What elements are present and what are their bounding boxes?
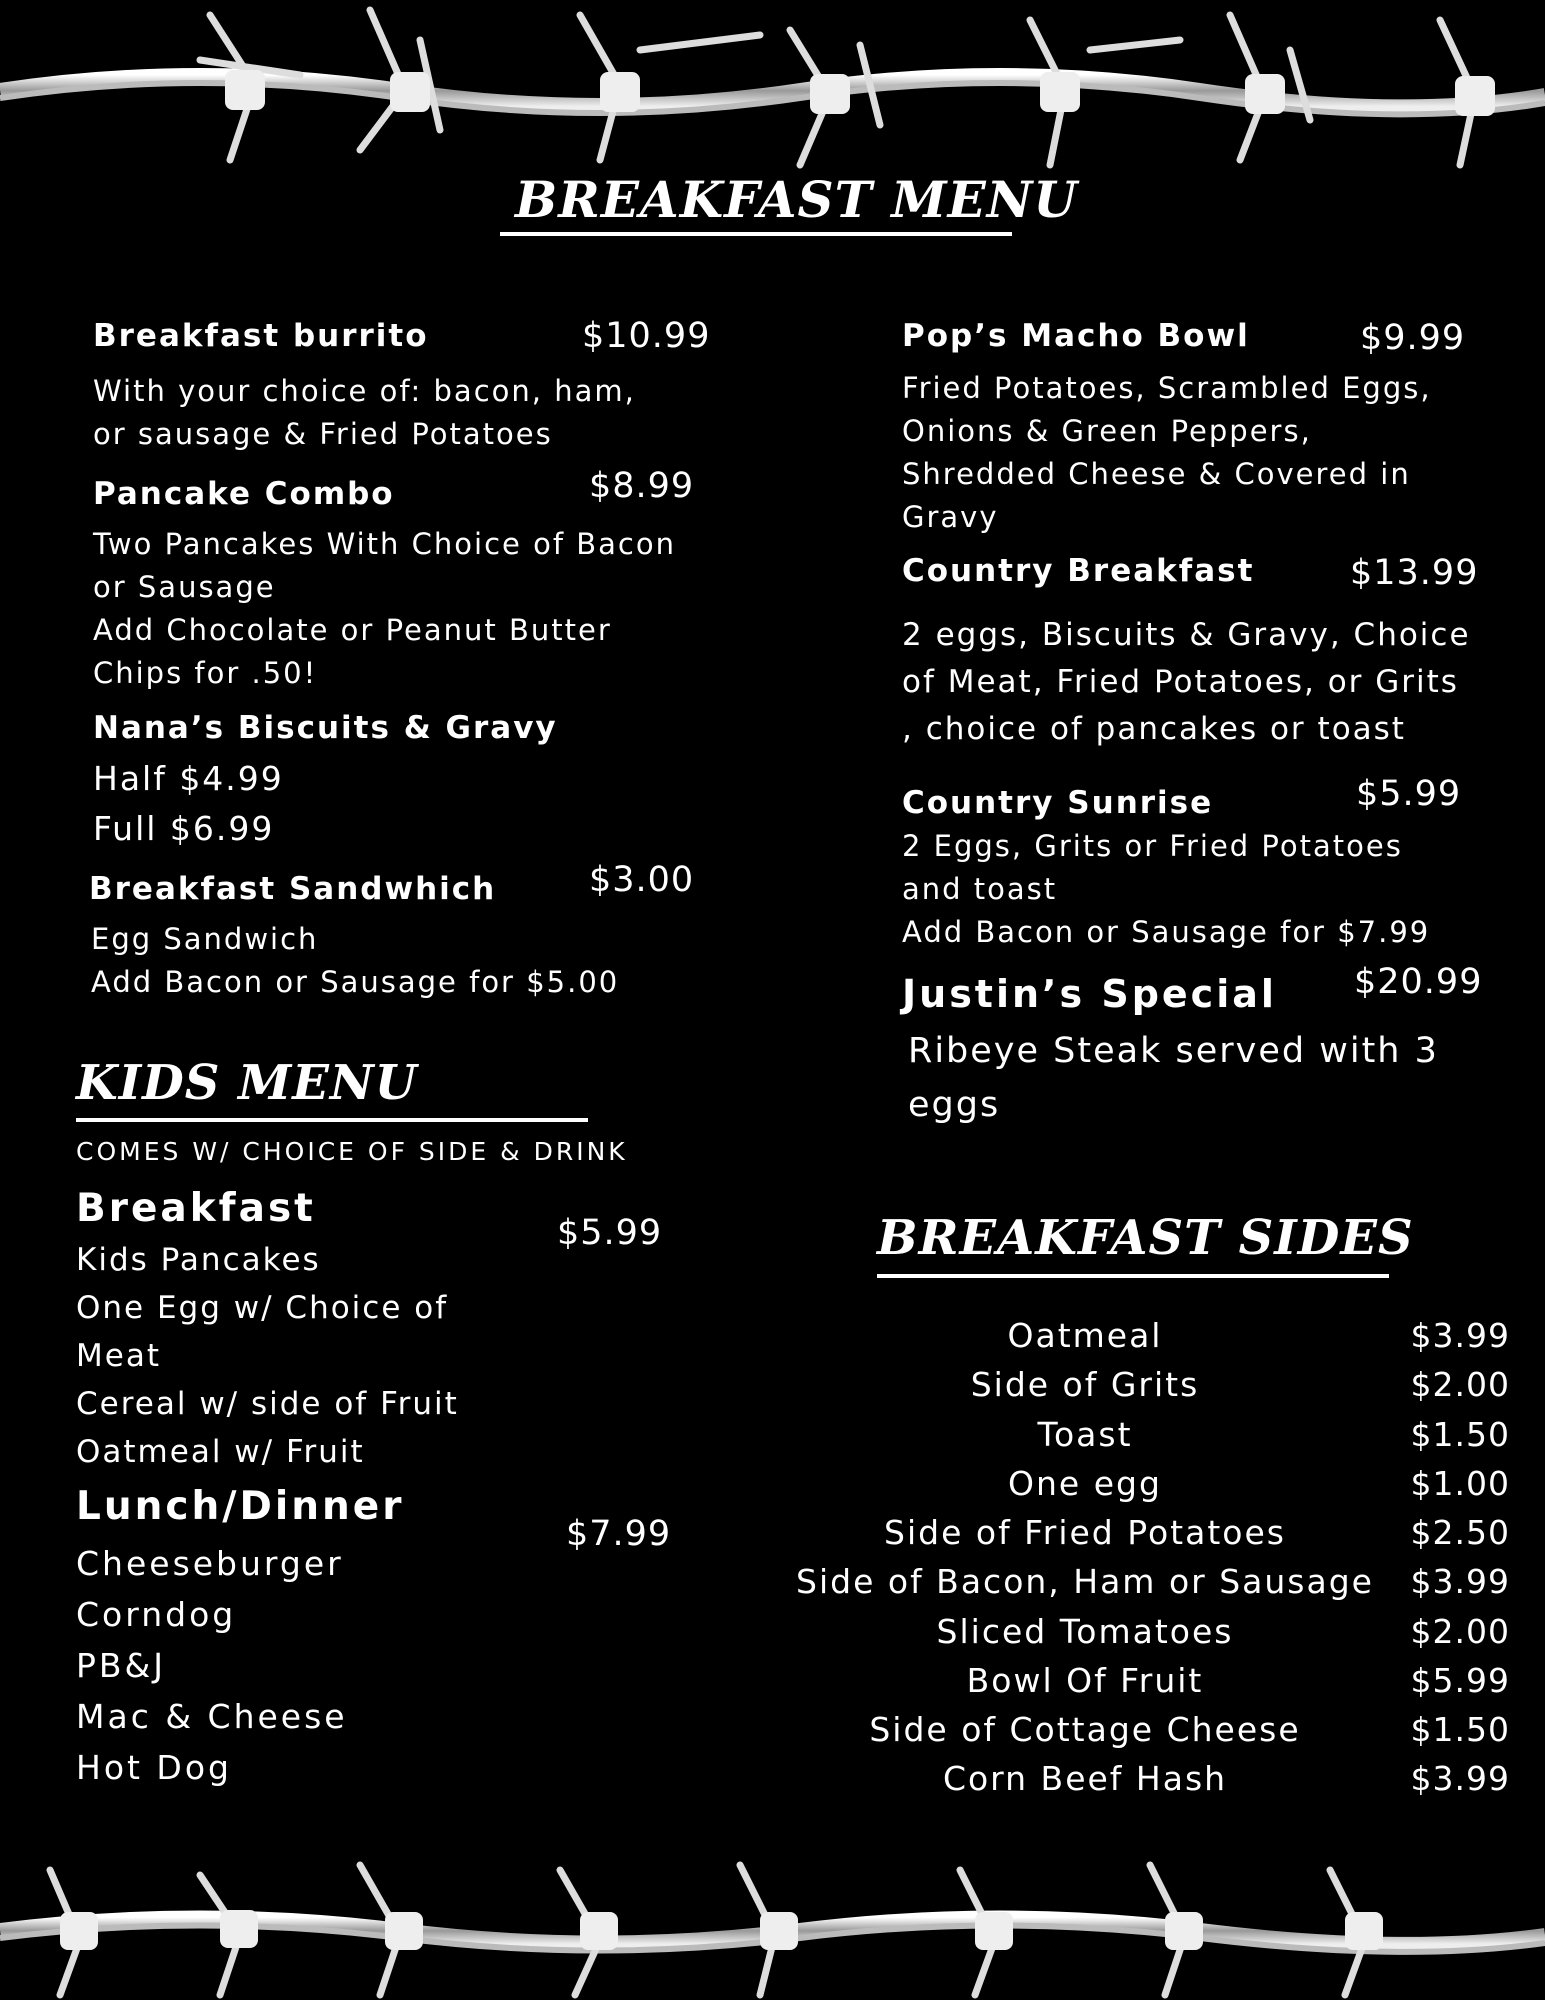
- item-description: [902, 612, 1471, 753]
- item-breakfast-sandwhich-price: $3.00: [589, 860, 695, 900]
- desc-line: Gravy: [902, 500, 999, 534]
- barbed-wire-top-icon: [0, 0, 1545, 190]
- desc-line: 2 eggs, Biscuits & Gravy, Choice: [902, 617, 1471, 653]
- desc-line: Add Bacon or Sausage for $7.99: [902, 915, 1431, 949]
- kids-breakfast-heading: Breakfast: [76, 1186, 316, 1231]
- item-pops-macho-bowl-name: Pop’s Macho Bowl: [902, 318, 1250, 354]
- side-price: $2.00: [1410, 1365, 1510, 1404]
- desc-line: and toast: [902, 872, 1058, 906]
- side-row: [780, 1365, 1510, 1415]
- side-name: Sliced Tomatoes: [936, 1612, 1234, 1651]
- desc-line: Shredded Cheese & Covered in: [902, 457, 1411, 491]
- item-breakfast-sandwhich-name: Breakfast Sandwhich: [89, 871, 497, 907]
- side-row: [780, 1759, 1510, 1809]
- side-name: Side of Bacon, Ham or Sausage: [796, 1562, 1374, 1601]
- list-item: Mac & Cheese: [76, 1697, 348, 1736]
- desc-line: Onions & Green Peppers,: [902, 414, 1312, 448]
- side-name: Corn Beef Hash: [942, 1759, 1228, 1798]
- desc-line: Egg Sandwich: [91, 922, 319, 956]
- side-price: $5.99: [1410, 1661, 1510, 1700]
- kids-menu-subtitle: COMES W/ CHOICE OF SIDE & DRINK: [76, 1137, 628, 1166]
- desc-line: or Sausage: [93, 570, 276, 604]
- breakfast-sides-title: BREAKFAST SIDES: [877, 1210, 1414, 1266]
- item-country-breakfast-name: Country Breakfast: [902, 553, 1255, 589]
- side-name: Side of Grits: [970, 1365, 1200, 1404]
- list-item: One Egg w/ Choice of: [76, 1290, 449, 1326]
- item-description: [93, 370, 636, 456]
- list-item: PB&J: [76, 1646, 167, 1685]
- list-item: Kids Pancakes: [76, 1242, 321, 1278]
- item-description: [902, 825, 1430, 954]
- list-item: Hot Dog: [76, 1748, 232, 1787]
- desc-line: Chips for .50!: [93, 656, 318, 690]
- side-name: Toast: [1037, 1415, 1133, 1454]
- side-price: $1.50: [1410, 1415, 1510, 1454]
- item-description: [93, 523, 676, 695]
- side-price: $2.00: [1410, 1612, 1510, 1651]
- side-name: One egg: [1008, 1464, 1162, 1503]
- item-pops-macho-bowl-price: $9.99: [1360, 318, 1466, 358]
- list-item: Cheeseburger: [76, 1544, 344, 1583]
- side-price: $1.50: [1410, 1710, 1510, 1749]
- page-title: BREAKFAST MENU: [515, 170, 1079, 229]
- item-description: [902, 367, 1432, 539]
- desc-line: Add Bacon or Sausage for $5.00: [91, 965, 620, 999]
- breakfast-sides-underline: [877, 1274, 1389, 1278]
- side-name: Side of Fried Potatoes: [884, 1513, 1286, 1552]
- item-breakfast-burrito-price: $10.99: [582, 316, 711, 356]
- side-row: [780, 1513, 1510, 1563]
- side-name: Bowl Of Fruit: [966, 1661, 1204, 1700]
- item-description: [93, 754, 284, 854]
- item-justins-special-name: Justin’s Special: [902, 972, 1277, 1016]
- side-price: $1.00: [1410, 1464, 1510, 1503]
- desc-line: Ribeye Steak served with 3: [908, 1031, 1439, 1071]
- title-underline: [500, 232, 1012, 236]
- kids-breakfast-items: [76, 1236, 459, 1476]
- item-breakfast-burrito-name: Breakfast burrito: [93, 318, 429, 354]
- side-row: [780, 1661, 1510, 1711]
- kids-lunch-heading: Lunch/Dinner: [76, 1484, 405, 1529]
- item-description: [908, 1024, 1439, 1132]
- desc-line: Fried Potatoes, Scrambled Eggs,: [902, 371, 1432, 405]
- desc-line: With your choice of: bacon, ham,: [93, 374, 636, 408]
- desc-line: 2 Eggs, Grits or Fried Potatoes: [902, 829, 1403, 863]
- desc-line: of Meat, Fried Potatoes, or Grits: [902, 664, 1459, 700]
- list-item: Cereal w/ side of Fruit: [76, 1386, 459, 1422]
- desc-line: Full $6.99: [93, 809, 275, 848]
- desc-line: or sausage & Fried Potatoes: [93, 417, 553, 451]
- item-description: [91, 918, 619, 1004]
- side-row: [780, 1612, 1510, 1662]
- side-row: [780, 1316, 1510, 1366]
- side-price: $3.99: [1410, 1562, 1510, 1601]
- item-nanas-biscuits-name: Nana’s Biscuits & Gravy: [93, 710, 558, 746]
- side-row: [780, 1562, 1510, 1612]
- side-price: $3.99: [1410, 1759, 1510, 1798]
- kids-menu-underline: [76, 1118, 588, 1122]
- desc-line: Add Chocolate or Peanut Butter: [93, 613, 612, 647]
- item-country-sunrise-name: Country Sunrise: [902, 785, 1214, 821]
- kids-lunch-price: $7.99: [566, 1514, 672, 1554]
- item-justins-special-price: $20.99: [1354, 962, 1483, 1002]
- list-item: Corndog: [76, 1595, 237, 1634]
- side-row: [780, 1464, 1510, 1514]
- list-item: Oatmeal w/ Fruit: [76, 1434, 365, 1470]
- desc-line: , choice of pancakes or toast: [902, 711, 1406, 747]
- barbed-wire-bottom-icon: [0, 1850, 1545, 2000]
- side-name: Side of Cottage Cheese: [869, 1710, 1301, 1749]
- desc-line: Half $4.99: [93, 759, 284, 798]
- side-name: Oatmeal: [1007, 1316, 1163, 1355]
- item-country-sunrise-price: $5.99: [1356, 774, 1462, 814]
- side-price: $3.99: [1410, 1316, 1510, 1355]
- side-price: $2.50: [1410, 1513, 1510, 1552]
- kids-breakfast-price: $5.99: [557, 1213, 663, 1253]
- item-pancake-combo-price: $8.99: [589, 466, 695, 506]
- desc-line: Two Pancakes With Choice of Bacon: [93, 527, 676, 561]
- item-pancake-combo-name: Pancake Combo: [93, 476, 395, 512]
- kids-menu-title: KIDS MENU: [76, 1055, 418, 1111]
- side-row: [780, 1415, 1510, 1465]
- desc-line: eggs: [908, 1085, 1001, 1125]
- kids-lunch-items: [76, 1538, 348, 1793]
- side-row: [780, 1710, 1510, 1760]
- list-item: Meat: [76, 1338, 161, 1374]
- item-country-breakfast-price: $13.99: [1350, 553, 1479, 593]
